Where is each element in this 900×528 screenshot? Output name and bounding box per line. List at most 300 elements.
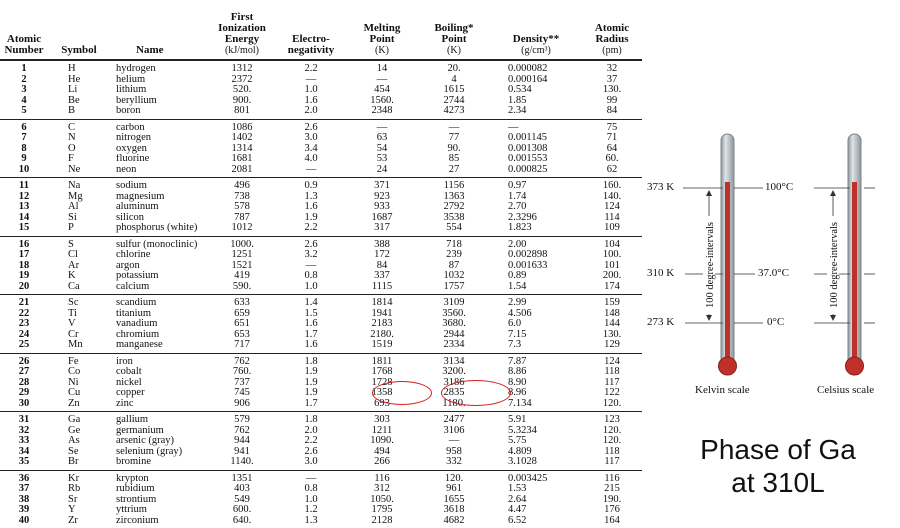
celsius-mercury bbox=[852, 182, 857, 364]
table-row bbox=[0, 516, 642, 528]
cell-atomic-radius: 200. bbox=[582, 271, 642, 282]
cell-atomic-radius: 130. bbox=[582, 330, 642, 341]
header-symbol: Symbol bbox=[48, 0, 110, 60]
cell-density: 2.34 bbox=[490, 106, 582, 119]
cell-boiling-point: 1757 bbox=[418, 282, 490, 295]
cell-first-ionization-energy: 520. bbox=[208, 85, 276, 96]
cell-name: sodium bbox=[110, 178, 208, 192]
cell-name: scandium bbox=[110, 295, 208, 309]
cell-symbol: Y bbox=[48, 505, 110, 516]
cell-atomic-number: 36 bbox=[0, 470, 48, 484]
cell-electronegativity: 0.9 bbox=[276, 178, 346, 192]
cell-density: 0.002898 bbox=[490, 250, 582, 261]
table-row bbox=[0, 484, 642, 495]
cell-boiling-point: 3106 bbox=[418, 426, 490, 437]
cell-electronegativity: 1.0 bbox=[276, 495, 346, 506]
table-row bbox=[0, 388, 642, 399]
kelvin-310-label: 310 K bbox=[647, 267, 674, 279]
cell-melting-point: — bbox=[346, 119, 418, 133]
cell-density: 7.134 bbox=[490, 399, 582, 412]
cell-density: 5.3234 bbox=[490, 426, 582, 437]
cell-symbol: Li bbox=[48, 85, 110, 96]
cell-first-ionization-energy: 1312 bbox=[208, 60, 276, 75]
cell-density: 7.15 bbox=[490, 330, 582, 341]
cell-boiling-point: 3538 bbox=[418, 213, 490, 224]
cell-electronegativity: 2.6 bbox=[276, 447, 346, 458]
cell-first-ionization-energy: 737 bbox=[208, 378, 276, 389]
cell-first-ionization-energy: 1521 bbox=[208, 261, 276, 272]
cell-boiling-point: 85 bbox=[418, 154, 490, 165]
cell-atomic-radius: 32 bbox=[582, 60, 642, 75]
cell-electronegativity: 1.7 bbox=[276, 399, 346, 412]
cell-atomic-number: 1 bbox=[0, 60, 48, 75]
cell-melting-point: 1211 bbox=[346, 426, 418, 437]
cell-density: 4.809 bbox=[490, 447, 582, 458]
cell-boiling-point: 2944 bbox=[418, 330, 490, 341]
cell-density: 8.96 bbox=[490, 388, 582, 399]
cell-symbol: Sr bbox=[48, 495, 110, 506]
cell-density: 0.89 bbox=[490, 271, 582, 282]
cell-first-ionization-energy: 590. bbox=[208, 282, 276, 295]
cell-electronegativity: 4.0 bbox=[276, 154, 346, 165]
cell-density: 6.52 bbox=[490, 516, 582, 528]
table-row bbox=[0, 378, 642, 389]
cell-symbol: Si bbox=[48, 213, 110, 224]
cell-name: argon bbox=[110, 261, 208, 272]
cell-atomic-number: 29 bbox=[0, 388, 48, 399]
cell-name: zinc bbox=[110, 399, 208, 412]
cell-electronegativity: 2.2 bbox=[276, 223, 346, 236]
cell-melting-point: 337 bbox=[346, 271, 418, 282]
cell-first-ionization-energy: 549 bbox=[208, 495, 276, 506]
cell-electronegativity: 1.3 bbox=[276, 192, 346, 203]
cell-symbol: Mg bbox=[48, 192, 110, 203]
cell-melting-point: 266 bbox=[346, 457, 418, 470]
cell-density: 1.823 bbox=[490, 223, 582, 236]
table-row bbox=[0, 213, 642, 224]
header-first-ionization-energy: First Ionization Energy (kJ/mol) bbox=[208, 0, 276, 60]
cell-symbol: Mn bbox=[48, 340, 110, 353]
cell-name: magnesium bbox=[110, 192, 208, 203]
cell-name: potassium bbox=[110, 271, 208, 282]
cell-atomic-radius: 215 bbox=[582, 484, 642, 495]
cell-electronegativity: 1.8 bbox=[276, 412, 346, 426]
cell-atomic-radius: 174 bbox=[582, 282, 642, 295]
table-row bbox=[0, 399, 642, 412]
cell-atomic-radius: 84 bbox=[582, 106, 642, 119]
cell-boiling-point: 4 bbox=[418, 75, 490, 86]
cell-atomic-number: 14 bbox=[0, 213, 48, 224]
cell-name: sulfur (monoclinic) bbox=[110, 236, 208, 250]
cell-name: yttrium bbox=[110, 505, 208, 516]
cell-atomic-radius: 104 bbox=[582, 236, 642, 250]
cell-atomic-radius: 120. bbox=[582, 426, 642, 437]
cell-melting-point: 1050. bbox=[346, 495, 418, 506]
cell-symbol: F bbox=[48, 154, 110, 165]
cell-atomic-number: 16 bbox=[0, 236, 48, 250]
cell-melting-point: 1090. bbox=[346, 436, 418, 447]
cell-symbol: Zr bbox=[48, 516, 110, 528]
cell-boiling-point: 1156 bbox=[418, 178, 490, 192]
table-row bbox=[0, 119, 642, 133]
cell-first-ionization-energy: 640. bbox=[208, 516, 276, 528]
cell-name: gallium bbox=[110, 412, 208, 426]
cell-first-ionization-energy: 419 bbox=[208, 271, 276, 282]
cell-atomic-number: 11 bbox=[0, 178, 48, 192]
cell-name: aluminum bbox=[110, 202, 208, 213]
kelvin-mercury bbox=[725, 182, 730, 364]
cell-atomic-radius: 159 bbox=[582, 295, 642, 309]
cell-boiling-point: 3109 bbox=[418, 295, 490, 309]
cell-melting-point: 172 bbox=[346, 250, 418, 261]
table-row bbox=[0, 457, 642, 470]
cell-density: 0.001308 bbox=[490, 144, 582, 155]
cell-density: 0.001633 bbox=[490, 261, 582, 272]
cell-atomic-radius: 117 bbox=[582, 457, 642, 470]
cell-boiling-point: 3560. bbox=[418, 309, 490, 320]
cell-density: 4.506 bbox=[490, 309, 582, 320]
cell-melting-point: 303 bbox=[346, 412, 418, 426]
cell-atomic-number: 2 bbox=[0, 75, 48, 86]
cell-density: 0.000164 bbox=[490, 75, 582, 86]
kelvin-bulb bbox=[719, 357, 737, 375]
cell-atomic-radius: 176 bbox=[582, 505, 642, 516]
cell-atomic-radius: 140. bbox=[582, 192, 642, 203]
cell-name: zirconium bbox=[110, 516, 208, 528]
cell-melting-point: 24 bbox=[346, 165, 418, 178]
cell-electronegativity: 3.4 bbox=[276, 144, 346, 155]
cell-density: 6.0 bbox=[490, 319, 582, 330]
cell-boiling-point: 1655 bbox=[418, 495, 490, 506]
cell-atomic-radius: 71 bbox=[582, 133, 642, 144]
cell-atomic-number: 17 bbox=[0, 250, 48, 261]
table-row bbox=[0, 96, 642, 107]
cell-melting-point: 63 bbox=[346, 133, 418, 144]
cell-symbol: C bbox=[48, 119, 110, 133]
cell-melting-point: 14 bbox=[346, 60, 418, 75]
table-row bbox=[0, 367, 642, 378]
cell-density: 0.001145 bbox=[490, 133, 582, 144]
cell-atomic-number: 7 bbox=[0, 133, 48, 144]
cell-atomic-number: 25 bbox=[0, 340, 48, 353]
cell-melting-point: 1941 bbox=[346, 309, 418, 320]
cell-atomic-number: 20 bbox=[0, 282, 48, 295]
cell-melting-point: 1814 bbox=[346, 295, 418, 309]
table-row bbox=[0, 495, 642, 506]
table-row bbox=[0, 250, 642, 261]
cell-melting-point: 494 bbox=[346, 447, 418, 458]
cell-melting-point: 388 bbox=[346, 236, 418, 250]
cell-melting-point: 1519 bbox=[346, 340, 418, 353]
cell-atomic-number: 8 bbox=[0, 144, 48, 155]
cell-electronegativity: 1.6 bbox=[276, 340, 346, 353]
cell-name: nitrogen bbox=[110, 133, 208, 144]
cell-atomic-number: 9 bbox=[0, 154, 48, 165]
cell-electronegativity: 2.6 bbox=[276, 119, 346, 133]
cell-melting-point: 53 bbox=[346, 154, 418, 165]
cell-melting-point: 2180. bbox=[346, 330, 418, 341]
cell-symbol: Se bbox=[48, 447, 110, 458]
cell-first-ionization-energy: 787 bbox=[208, 213, 276, 224]
table-row bbox=[0, 426, 642, 437]
table-row bbox=[0, 282, 642, 295]
cell-atomic-number: 39 bbox=[0, 505, 48, 516]
cell-boiling-point: 718 bbox=[418, 236, 490, 250]
cell-boiling-point: 1180. bbox=[418, 399, 490, 412]
table-row bbox=[0, 470, 642, 484]
cell-atomic-number: 31 bbox=[0, 412, 48, 426]
cell-name: oxygen bbox=[110, 144, 208, 155]
cell-atomic-number: 35 bbox=[0, 457, 48, 470]
cell-atomic-radius: 109 bbox=[582, 223, 642, 236]
caption-line-1: Phase of Ga bbox=[658, 433, 898, 466]
cell-electronegativity: 1.6 bbox=[276, 96, 346, 107]
cell-boiling-point: 1615 bbox=[418, 85, 490, 96]
cell-electronegativity: — bbox=[276, 165, 346, 178]
cell-boiling-point: 4273 bbox=[418, 106, 490, 119]
cell-symbol: H bbox=[48, 60, 110, 75]
cell-density: 0.003425 bbox=[490, 470, 582, 484]
kelvin-scale-caption: Kelvin scale bbox=[695, 384, 750, 396]
cell-symbol: He bbox=[48, 75, 110, 86]
cell-symbol: Ni bbox=[48, 378, 110, 389]
cell-name: carbon bbox=[110, 119, 208, 133]
cell-melting-point: 1728 bbox=[346, 378, 418, 389]
cell-boiling-point: 961 bbox=[418, 484, 490, 495]
cell-symbol: Fe bbox=[48, 353, 110, 367]
cell-name: neon bbox=[110, 165, 208, 178]
cell-atomic-number: 26 bbox=[0, 353, 48, 367]
cell-name: phosphorus (white) bbox=[110, 223, 208, 236]
table-row bbox=[0, 295, 642, 309]
cell-name: iron bbox=[110, 353, 208, 367]
cell-symbol: S bbox=[48, 236, 110, 250]
cell-first-ionization-energy: 944 bbox=[208, 436, 276, 447]
cell-boiling-point: 2835 bbox=[418, 388, 490, 399]
cell-electronegativity: 0.8 bbox=[276, 484, 346, 495]
cell-density: 2.99 bbox=[490, 295, 582, 309]
cell-symbol: Cu bbox=[48, 388, 110, 399]
cell-symbol: Cl bbox=[48, 250, 110, 261]
cell-atomic-number: 32 bbox=[0, 426, 48, 437]
cell-boiling-point: 239 bbox=[418, 250, 490, 261]
cell-melting-point: 54 bbox=[346, 144, 418, 155]
cell-atomic-number: 4 bbox=[0, 96, 48, 107]
cell-name: arsenic (gray) bbox=[110, 436, 208, 447]
cell-name: chromium bbox=[110, 330, 208, 341]
cell-name: germanium bbox=[110, 426, 208, 437]
celsius-interval-label: 100 degree-intervals bbox=[829, 222, 840, 308]
cell-name: nickel bbox=[110, 378, 208, 389]
cell-atomic-radius: 118 bbox=[582, 447, 642, 458]
header-name: Name bbox=[110, 0, 208, 60]
cell-atomic-number: 3 bbox=[0, 85, 48, 96]
cell-name: strontium bbox=[110, 495, 208, 506]
cell-boiling-point: 2792 bbox=[418, 202, 490, 213]
cell-name: calcium bbox=[110, 282, 208, 295]
cell-electronegativity: 1.8 bbox=[276, 353, 346, 367]
cell-symbol: P bbox=[48, 223, 110, 236]
cell-electronegativity: 1.9 bbox=[276, 367, 346, 378]
table-row bbox=[0, 192, 642, 203]
cell-atomic-radius: 129 bbox=[582, 340, 642, 353]
cell-atomic-number: 5 bbox=[0, 106, 48, 119]
cell-first-ionization-energy: 1402 bbox=[208, 133, 276, 144]
cell-atomic-radius: 124 bbox=[582, 202, 642, 213]
cell-first-ionization-energy: 801 bbox=[208, 106, 276, 119]
cell-electronegativity: — bbox=[276, 261, 346, 272]
cell-boiling-point: 2477 bbox=[418, 412, 490, 426]
cell-atomic-radius: 148 bbox=[582, 309, 642, 320]
cell-atomic-radius: 60. bbox=[582, 154, 642, 165]
header-atomic-number: Atomic Number bbox=[0, 0, 48, 60]
cell-melting-point: 2128 bbox=[346, 516, 418, 528]
cell-first-ionization-energy: 1251 bbox=[208, 250, 276, 261]
thermometers-drawing bbox=[645, 120, 900, 410]
cell-density: 0.000825 bbox=[490, 165, 582, 178]
cell-electronegativity: 2.2 bbox=[276, 60, 346, 75]
cell-atomic-radius: 130. bbox=[582, 85, 642, 96]
cell-name: beryllium bbox=[110, 96, 208, 107]
header-density: Density** (g/cm³) bbox=[490, 0, 582, 60]
cell-symbol: Ca bbox=[48, 282, 110, 295]
celsius-thermometer bbox=[814, 134, 864, 375]
cell-boiling-point: 3186 bbox=[418, 378, 490, 389]
table-row bbox=[0, 60, 642, 75]
cell-atomic-radius: 62 bbox=[582, 165, 642, 178]
cell-symbol: As bbox=[48, 436, 110, 447]
cell-density: 2.00 bbox=[490, 236, 582, 250]
cell-boiling-point: 3200. bbox=[418, 367, 490, 378]
cell-symbol: Kr bbox=[48, 470, 110, 484]
cell-symbol: Be bbox=[48, 96, 110, 107]
cell-melting-point: 84 bbox=[346, 261, 418, 272]
cell-electronegativity: 1.0 bbox=[276, 282, 346, 295]
cell-atomic-number: 13 bbox=[0, 202, 48, 213]
cell-melting-point: 116 bbox=[346, 470, 418, 484]
caption-line-2: at 310L bbox=[658, 466, 898, 499]
cell-first-ionization-energy: 738 bbox=[208, 192, 276, 203]
cell-atomic-number: 22 bbox=[0, 309, 48, 320]
cell-name: copper bbox=[110, 388, 208, 399]
cell-boiling-point: 2744 bbox=[418, 96, 490, 107]
cell-first-ionization-energy: 762 bbox=[208, 353, 276, 367]
cell-electronegativity: 3.0 bbox=[276, 133, 346, 144]
cell-symbol: Br bbox=[48, 457, 110, 470]
cell-first-ionization-energy: 2372 bbox=[208, 75, 276, 86]
cell-atomic-radius: 120. bbox=[582, 436, 642, 447]
cell-density: 0.000082 bbox=[490, 60, 582, 75]
cell-density: 8.86 bbox=[490, 367, 582, 378]
cell-name: titanium bbox=[110, 309, 208, 320]
cell-electronegativity: 1.2 bbox=[276, 505, 346, 516]
header-atomic-radius: Atomic Radius (pm) bbox=[582, 0, 642, 60]
table-row bbox=[0, 106, 642, 119]
cell-atomic-number: 33 bbox=[0, 436, 48, 447]
cell-boiling-point: — bbox=[418, 119, 490, 133]
cell-density: 7.87 bbox=[490, 353, 582, 367]
cell-melting-point: 454 bbox=[346, 85, 418, 96]
cell-electronegativity: 2.0 bbox=[276, 106, 346, 119]
cell-electronegativity: 2.0 bbox=[276, 426, 346, 437]
celsius-bulb bbox=[846, 357, 864, 375]
table-row bbox=[0, 309, 642, 320]
cell-melting-point: — bbox=[346, 75, 418, 86]
table-row bbox=[0, 202, 642, 213]
cell-electronegativity: 1.9 bbox=[276, 213, 346, 224]
header-melting-point: Melting Point (K) bbox=[346, 0, 418, 60]
cell-atomic-radius: 117 bbox=[582, 378, 642, 389]
cell-name: cobalt bbox=[110, 367, 208, 378]
celsius-scale-caption: Celsius scale bbox=[817, 384, 874, 396]
table-row bbox=[0, 447, 642, 458]
cell-melting-point: 1687 bbox=[346, 213, 418, 224]
cell-symbol: Co bbox=[48, 367, 110, 378]
cell-name: boron bbox=[110, 106, 208, 119]
cell-name: fluorine bbox=[110, 154, 208, 165]
cell-density: 2.70 bbox=[490, 202, 582, 213]
kelvin-interval-label: 100 degree-intervals bbox=[705, 222, 716, 308]
cell-atomic-number: 12 bbox=[0, 192, 48, 203]
cell-symbol: Cr bbox=[48, 330, 110, 341]
cell-first-ionization-energy: 760. bbox=[208, 367, 276, 378]
table-row bbox=[0, 319, 642, 330]
cell-melting-point: 1560. bbox=[346, 96, 418, 107]
kelvin-273-label: 273 K bbox=[647, 316, 674, 328]
cell-melting-point: 1115 bbox=[346, 282, 418, 295]
cell-first-ionization-energy: 941 bbox=[208, 447, 276, 458]
cell-first-ionization-energy: 651 bbox=[208, 319, 276, 330]
cell-atomic-number: 24 bbox=[0, 330, 48, 341]
cell-melting-point: 1811 bbox=[346, 353, 418, 367]
cell-first-ionization-energy: 1681 bbox=[208, 154, 276, 165]
cell-atomic-radius: 164 bbox=[582, 516, 642, 528]
cell-density: 2.3296 bbox=[490, 213, 582, 224]
cell-density: — bbox=[490, 119, 582, 133]
cell-atomic-number: 18 bbox=[0, 261, 48, 272]
cell-electronegativity: 1.4 bbox=[276, 295, 346, 309]
cell-electronegativity: 1.9 bbox=[276, 388, 346, 399]
cell-boiling-point: 3680. bbox=[418, 319, 490, 330]
cell-electronegativity: 1.0 bbox=[276, 85, 346, 96]
cell-boiling-point: 1363 bbox=[418, 192, 490, 203]
cell-electronegativity: 1.6 bbox=[276, 319, 346, 330]
cell-melting-point: 2183 bbox=[346, 319, 418, 330]
cell-electronegativity: 1.3 bbox=[276, 516, 346, 528]
cell-density: 4.47 bbox=[490, 505, 582, 516]
cell-first-ionization-energy: 745 bbox=[208, 388, 276, 399]
cell-electronegativity: 1.5 bbox=[276, 309, 346, 320]
cell-electronegativity: — bbox=[276, 470, 346, 484]
cell-melting-point: 923 bbox=[346, 192, 418, 203]
cell-density: 1.85 bbox=[490, 96, 582, 107]
cell-symbol: Al bbox=[48, 202, 110, 213]
cell-density: 0.534 bbox=[490, 85, 582, 96]
cell-atomic-number: 40 bbox=[0, 516, 48, 528]
cell-symbol: Ge bbox=[48, 426, 110, 437]
cell-atomic-radius: 122 bbox=[582, 388, 642, 399]
table-row bbox=[0, 165, 642, 178]
cell-first-ionization-energy: 659 bbox=[208, 309, 276, 320]
cell-name: chlorine bbox=[110, 250, 208, 261]
cell-melting-point: 1768 bbox=[346, 367, 418, 378]
cell-boiling-point: 90. bbox=[418, 144, 490, 155]
cell-density: 8.90 bbox=[490, 378, 582, 389]
cell-first-ionization-energy: 1086 bbox=[208, 119, 276, 133]
table-row bbox=[0, 261, 642, 272]
cell-atomic-number: 10 bbox=[0, 165, 48, 178]
cell-atomic-radius: 144 bbox=[582, 319, 642, 330]
